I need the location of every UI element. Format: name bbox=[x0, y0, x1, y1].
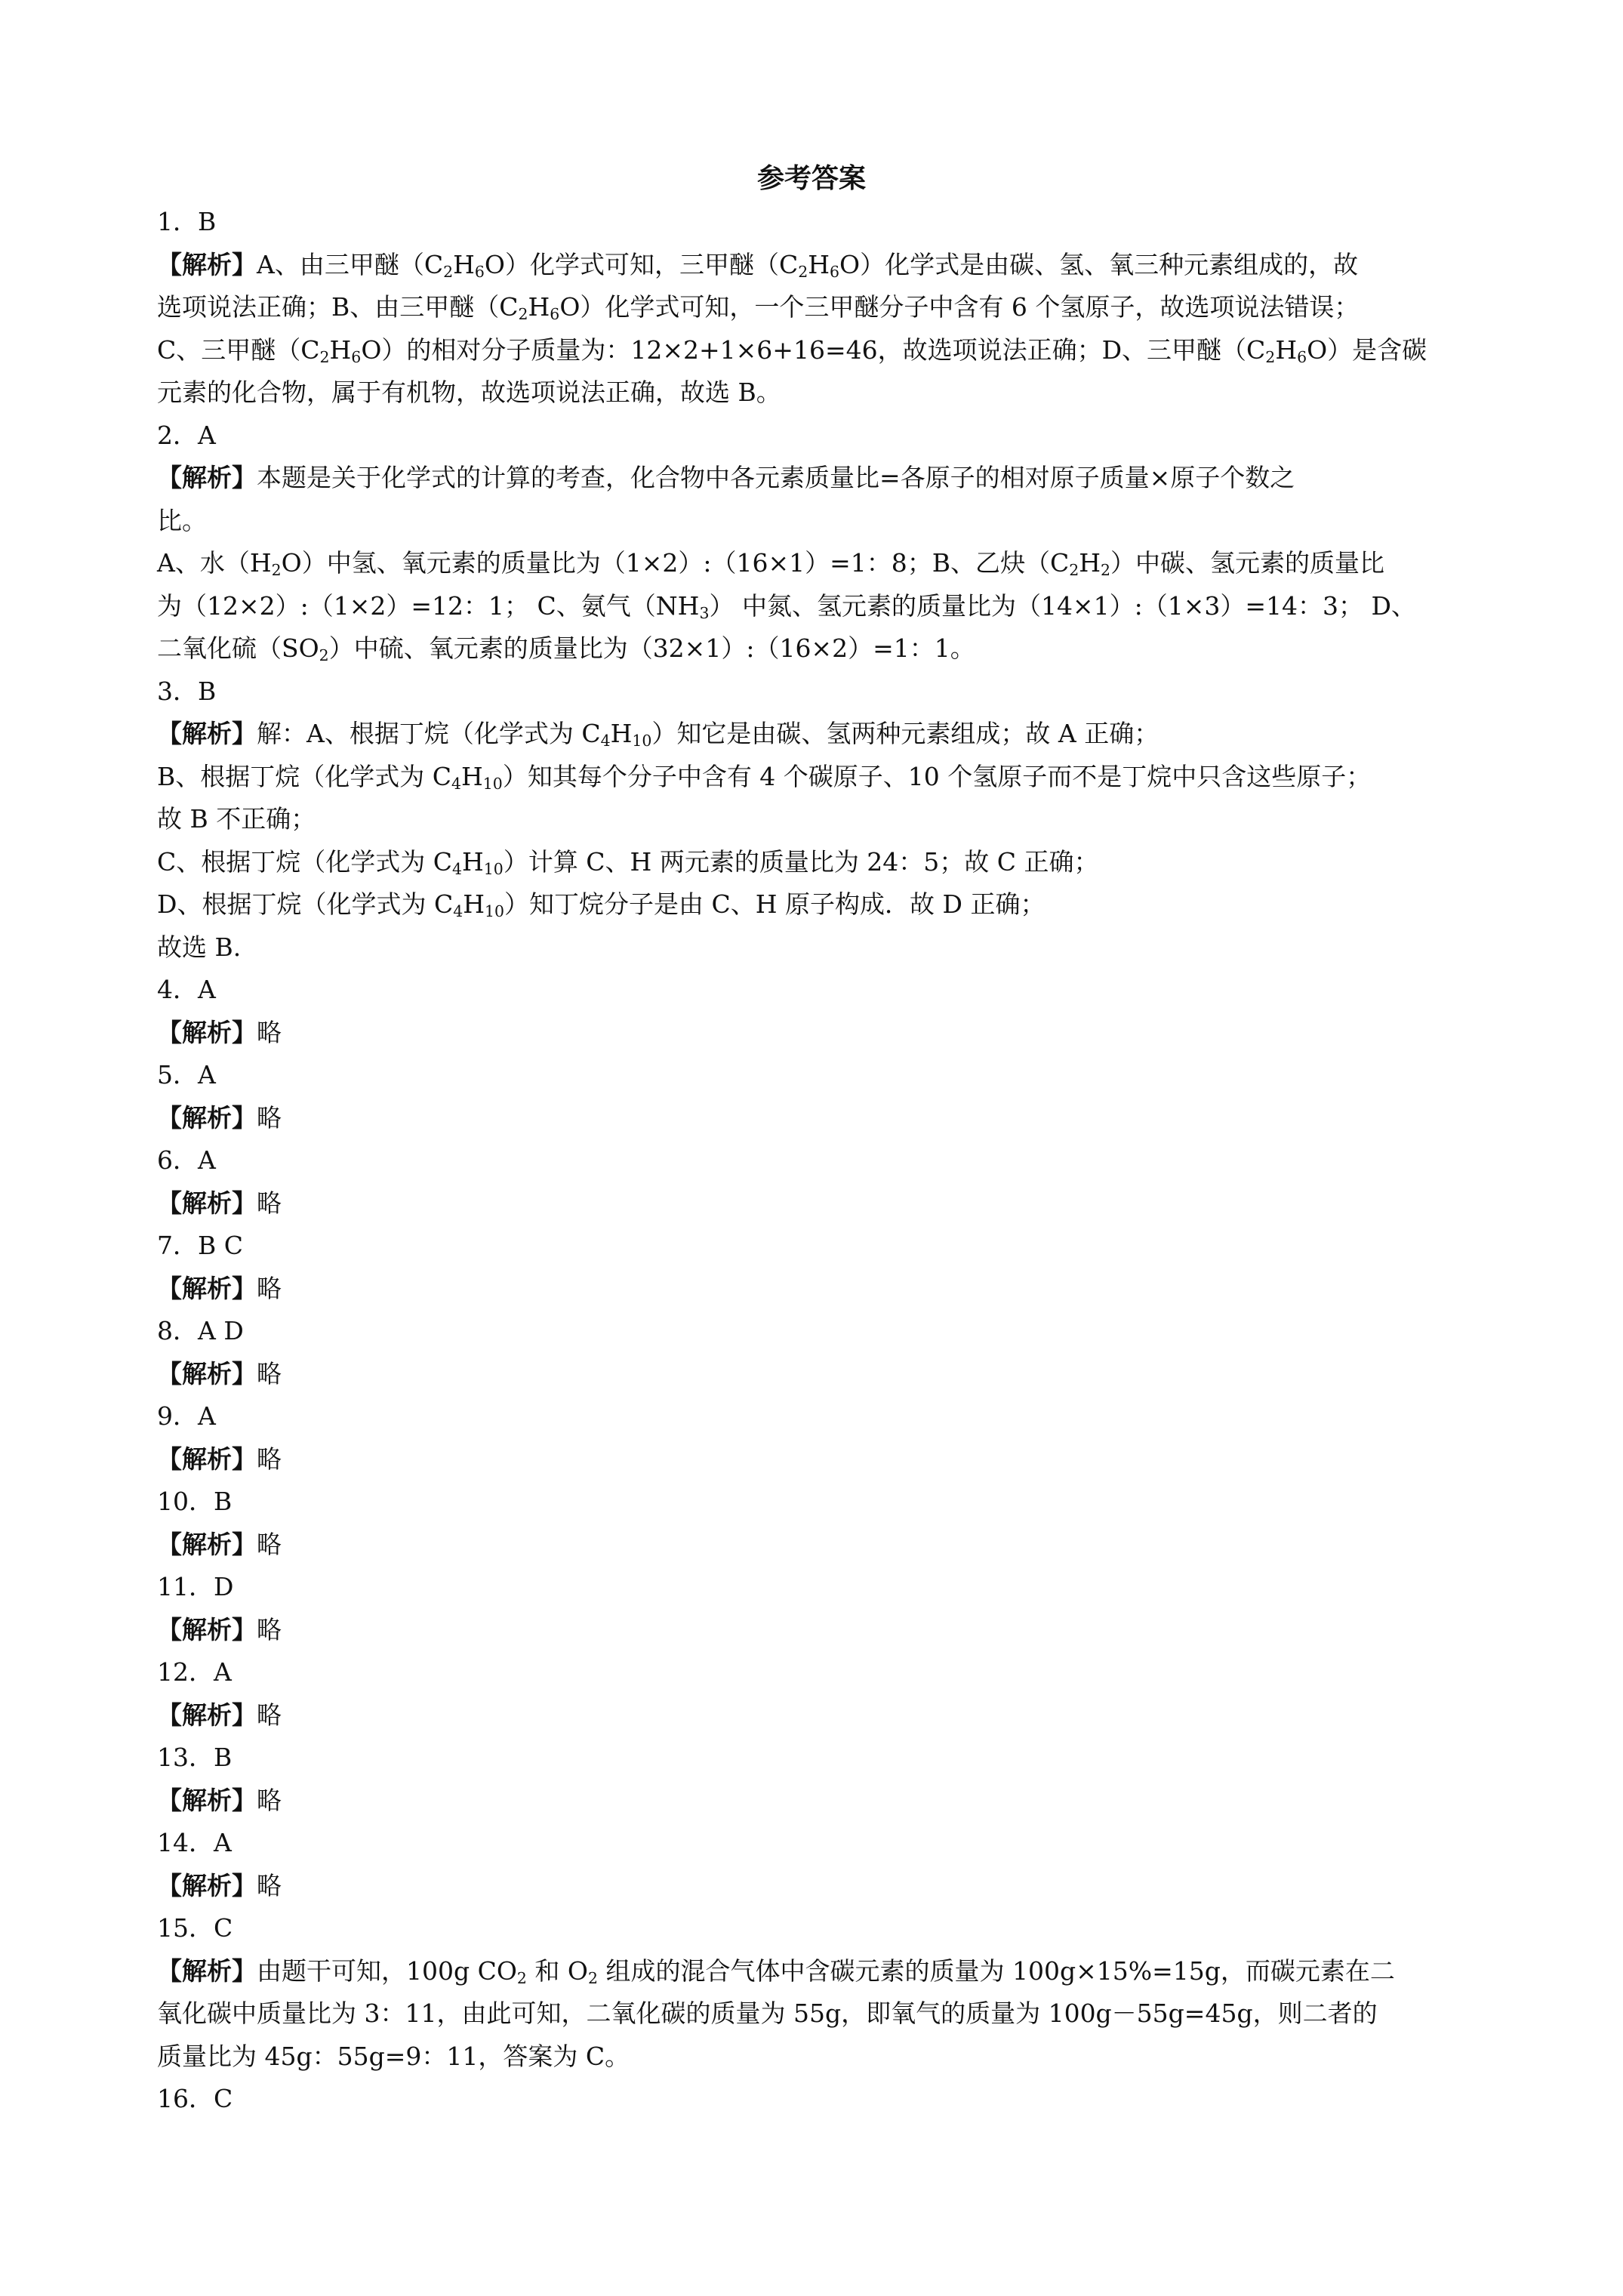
explanation-tag: 【解析】 bbox=[157, 1870, 257, 1900]
answer-number: 9．A bbox=[157, 1401, 216, 1431]
answer-number: 11．D bbox=[157, 1572, 234, 1601]
text-run: H bbox=[453, 249, 475, 279]
answer-list bbox=[157, 201, 1516, 2121]
text-run: O）的相对分子质量为：12×2+1×6+16=46，故选项说法正确；D、三甲醚（C bbox=[361, 334, 1266, 365]
explanation-line bbox=[157, 1865, 1516, 1908]
subscript: 6 bbox=[550, 305, 560, 324]
answer-number: 2．A bbox=[157, 420, 216, 450]
text-run: 略 bbox=[257, 1614, 282, 1644]
text-run: ） 中氮、氢元素的质量比为（14×1）:（1×3）=14：3； D、 bbox=[709, 590, 1416, 621]
text-run: 和 O bbox=[526, 1955, 588, 1986]
text-run: 氧化碳中质量比为 3：11，由此可知，二氧化碳的质量为 55g，即氧气的质量为 100g－55g=45g，则二者的 bbox=[157, 1999, 1378, 2028]
explanation-line bbox=[157, 841, 1516, 884]
page-title: 参考答案 bbox=[756, 162, 866, 194]
text-run: 本题是关于化学式的计算的考查，化合物中各元素质量比=各原子的相对原子质量×原子个数之 bbox=[257, 463, 1295, 492]
subscript: 2 bbox=[1101, 561, 1111, 580]
text-run: 故选 B. bbox=[157, 932, 242, 962]
explanation-line bbox=[157, 457, 1516, 500]
explanation-line bbox=[157, 1609, 1516, 1652]
text-run: H bbox=[610, 719, 633, 748]
explanation-line bbox=[157, 286, 1516, 329]
explanation-line bbox=[157, 883, 1516, 926]
text-run: 略 bbox=[257, 1188, 282, 1218]
text-run: O）化学式是由碳、氢、氧三种元素组成的，故 bbox=[839, 249, 1359, 279]
answer-number: 3．B bbox=[157, 676, 217, 706]
text-run: O）是含碳 bbox=[1307, 334, 1427, 365]
subscript: 2 bbox=[516, 1968, 527, 1987]
text-run: H bbox=[1275, 334, 1298, 365]
answer-number: 8．A D bbox=[157, 1316, 244, 1345]
text-run: ）知丁烷分子是由 C、H 原子构成．故 D 正确； bbox=[504, 889, 1046, 919]
answer-number: 15．C bbox=[157, 1913, 233, 1943]
explanation-tag: 【解析】 bbox=[157, 1614, 257, 1644]
text-run: C、根据丁烷（化学式为 C bbox=[157, 846, 452, 877]
text-run: ）计算 C、H 两元素的质量比为 24：5；故 C 正确； bbox=[503, 846, 1099, 877]
subscript: 2 bbox=[319, 347, 330, 366]
subscript: 6 bbox=[830, 262, 840, 281]
subscript: 6 bbox=[351, 347, 362, 366]
text-run: B、根据丁烷（化学式为 C bbox=[157, 761, 451, 791]
explanation-line bbox=[157, 1438, 1516, 1481]
text-run: ）中碳、氢元素的质量比 bbox=[1110, 548, 1385, 578]
text-run: 比。 bbox=[157, 505, 207, 535]
explanation-tag: 【解析】 bbox=[157, 1785, 257, 1815]
answer-number: 6．A bbox=[157, 1145, 216, 1175]
explanation-line bbox=[157, 798, 1516, 841]
explanation-tag: 【解析】 bbox=[157, 1955, 257, 1986]
answer-number: 1．B bbox=[157, 207, 217, 236]
text-run: 略 bbox=[257, 1870, 282, 1900]
explanation-tag: 【解析】 bbox=[157, 1273, 257, 1303]
text-run: 略 bbox=[257, 1529, 282, 1559]
text-run: ）中硫、氧元素的质量比为（32×1）:（16×2）=1：1。 bbox=[328, 633, 975, 663]
subscript: 4 bbox=[453, 902, 463, 921]
text-run: O）化学式可知，一个三甲醚分子中含有 6 个氢原子，故选项说法错误； bbox=[559, 292, 1360, 322]
subscript: 4 bbox=[452, 859, 463, 878]
subscript: 10 bbox=[483, 859, 504, 878]
subscript: 4 bbox=[451, 774, 462, 793]
text-run: 略 bbox=[257, 1273, 282, 1303]
explanation-line bbox=[157, 500, 1516, 543]
text-run: 略 bbox=[257, 1358, 282, 1388]
text-run: O）中氢、氧元素的质量比为（1×2）:（16×1）=1：8；B、乙炔（C bbox=[281, 548, 1070, 578]
text-run: H bbox=[528, 292, 550, 322]
subscript: 10 bbox=[485, 902, 505, 921]
text-run: H bbox=[808, 249, 830, 279]
explanation-tag: 【解析】 bbox=[157, 463, 257, 492]
explanation-line bbox=[157, 1097, 1516, 1140]
text-run: C、三甲醚（C bbox=[157, 334, 320, 365]
explanation-tag: 【解析】 bbox=[157, 1358, 257, 1388]
text-run: 质量比为 45g：55g=9：11，答案为 C。 bbox=[157, 2041, 630, 2071]
subscript: 2 bbox=[319, 646, 329, 665]
subscript: 2 bbox=[518, 305, 528, 324]
subscript: 2 bbox=[1069, 561, 1079, 580]
text-run: 故 B 不正确； bbox=[157, 804, 316, 834]
text-run: 略 bbox=[257, 1444, 282, 1474]
text-run: H bbox=[462, 846, 484, 877]
explanation-tag: 【解析】 bbox=[157, 1529, 257, 1559]
text-run: 略 bbox=[257, 1785, 282, 1815]
text-run: A、由三甲醚（C bbox=[257, 249, 444, 279]
subscript: 3 bbox=[699, 603, 710, 622]
explanation-line bbox=[157, 926, 1516, 969]
answer-number: 12．A bbox=[157, 1657, 232, 1687]
text-run: ）知其每个分子中含有 4 个碳原子、10 个氢原子而不是丁烷中只含这些原子； bbox=[502, 761, 1372, 791]
subscript: 6 bbox=[474, 262, 485, 281]
text-run: 为（12×2）:（1×2）=12：1； C、氨气（NH bbox=[157, 590, 700, 621]
answer-number: 10．B bbox=[157, 1487, 233, 1516]
text-run: ）知它是由碳、氢两种元素组成；故 A 正确； bbox=[651, 719, 1160, 748]
explanation-line bbox=[157, 756, 1516, 799]
subscript: 2 bbox=[271, 561, 282, 580]
answer-number: 13．B bbox=[157, 1743, 233, 1772]
explanation-tag: 【解析】 bbox=[157, 1017, 257, 1047]
text-run: A、水（H bbox=[157, 548, 272, 578]
answer-number: 7．B C bbox=[157, 1231, 243, 1260]
text-run: 二氧化硫（SO bbox=[157, 633, 319, 663]
explanation-line bbox=[157, 542, 1516, 585]
explanation-tag: 【解析】 bbox=[157, 1444, 257, 1474]
answer-number: 14．A bbox=[157, 1828, 232, 1857]
text-run: O）化学式可知，三甲醚（C bbox=[484, 249, 799, 279]
explanation-tag: 【解析】 bbox=[157, 249, 257, 279]
explanation-tag: 【解析】 bbox=[157, 719, 257, 748]
text-run: 选项说法正确；B、由三甲醚（C bbox=[157, 292, 519, 322]
text-run: 解：A、根据丁烷（化学式为 C bbox=[257, 719, 601, 748]
explanation-line bbox=[157, 1182, 1516, 1225]
explanation-line bbox=[157, 371, 1516, 415]
explanation-line bbox=[157, 713, 1516, 756]
explanation-line bbox=[157, 1524, 1516, 1567]
explanation-tag: 【解析】 bbox=[157, 1102, 257, 1133]
text-run: 略 bbox=[257, 1017, 282, 1047]
subscript: 10 bbox=[482, 774, 503, 793]
text-run: D、根据丁烷（化学式为 C bbox=[157, 889, 454, 919]
explanation-tag: 【解析】 bbox=[157, 1188, 257, 1218]
subscript: 4 bbox=[600, 732, 611, 750]
explanation-line bbox=[157, 585, 1516, 628]
subscript: 6 bbox=[1297, 347, 1307, 366]
text-run: H bbox=[461, 761, 483, 791]
subscript: 2 bbox=[798, 262, 808, 281]
explanation-line bbox=[157, 244, 1516, 287]
explanation-line bbox=[157, 329, 1516, 372]
explanation-line bbox=[157, 1950, 1516, 1993]
explanation-line bbox=[157, 1353, 1516, 1396]
explanation-line bbox=[157, 627, 1516, 670]
text-run: 元素的化合物，属于有机物，故选项说法正确，故选 B。 bbox=[157, 378, 781, 407]
text-run: H bbox=[329, 334, 352, 365]
explanation-line bbox=[157, 1012, 1516, 1055]
text-run: 组成的混合气体中含碳元素的质量为 100g×15%=15g，而碳元素在二 bbox=[597, 1955, 1395, 1986]
explanation-line bbox=[157, 1992, 1516, 2036]
subscript: 2 bbox=[1265, 347, 1276, 366]
subscript: 10 bbox=[632, 732, 652, 750]
explanation-line bbox=[157, 1694, 1516, 1737]
explanation-tag: 【解析】 bbox=[157, 1700, 257, 1730]
explanation-line bbox=[157, 2036, 1516, 2079]
subscript: 2 bbox=[587, 1968, 598, 1987]
text-run: 略 bbox=[257, 1102, 282, 1133]
explanation-line bbox=[157, 1780, 1516, 1823]
subscript: 2 bbox=[443, 262, 454, 281]
answer-number: 16．C bbox=[157, 2084, 233, 2113]
text-run: H bbox=[1079, 548, 1101, 578]
text-run: H bbox=[463, 889, 485, 919]
text-run: 由题干可知，100g CO bbox=[257, 1955, 517, 1986]
text-run: 略 bbox=[257, 1700, 282, 1730]
explanation-line bbox=[157, 1268, 1516, 1311]
answer-number: 4．A bbox=[157, 975, 216, 1004]
answer-number: 5．A bbox=[157, 1060, 216, 1089]
